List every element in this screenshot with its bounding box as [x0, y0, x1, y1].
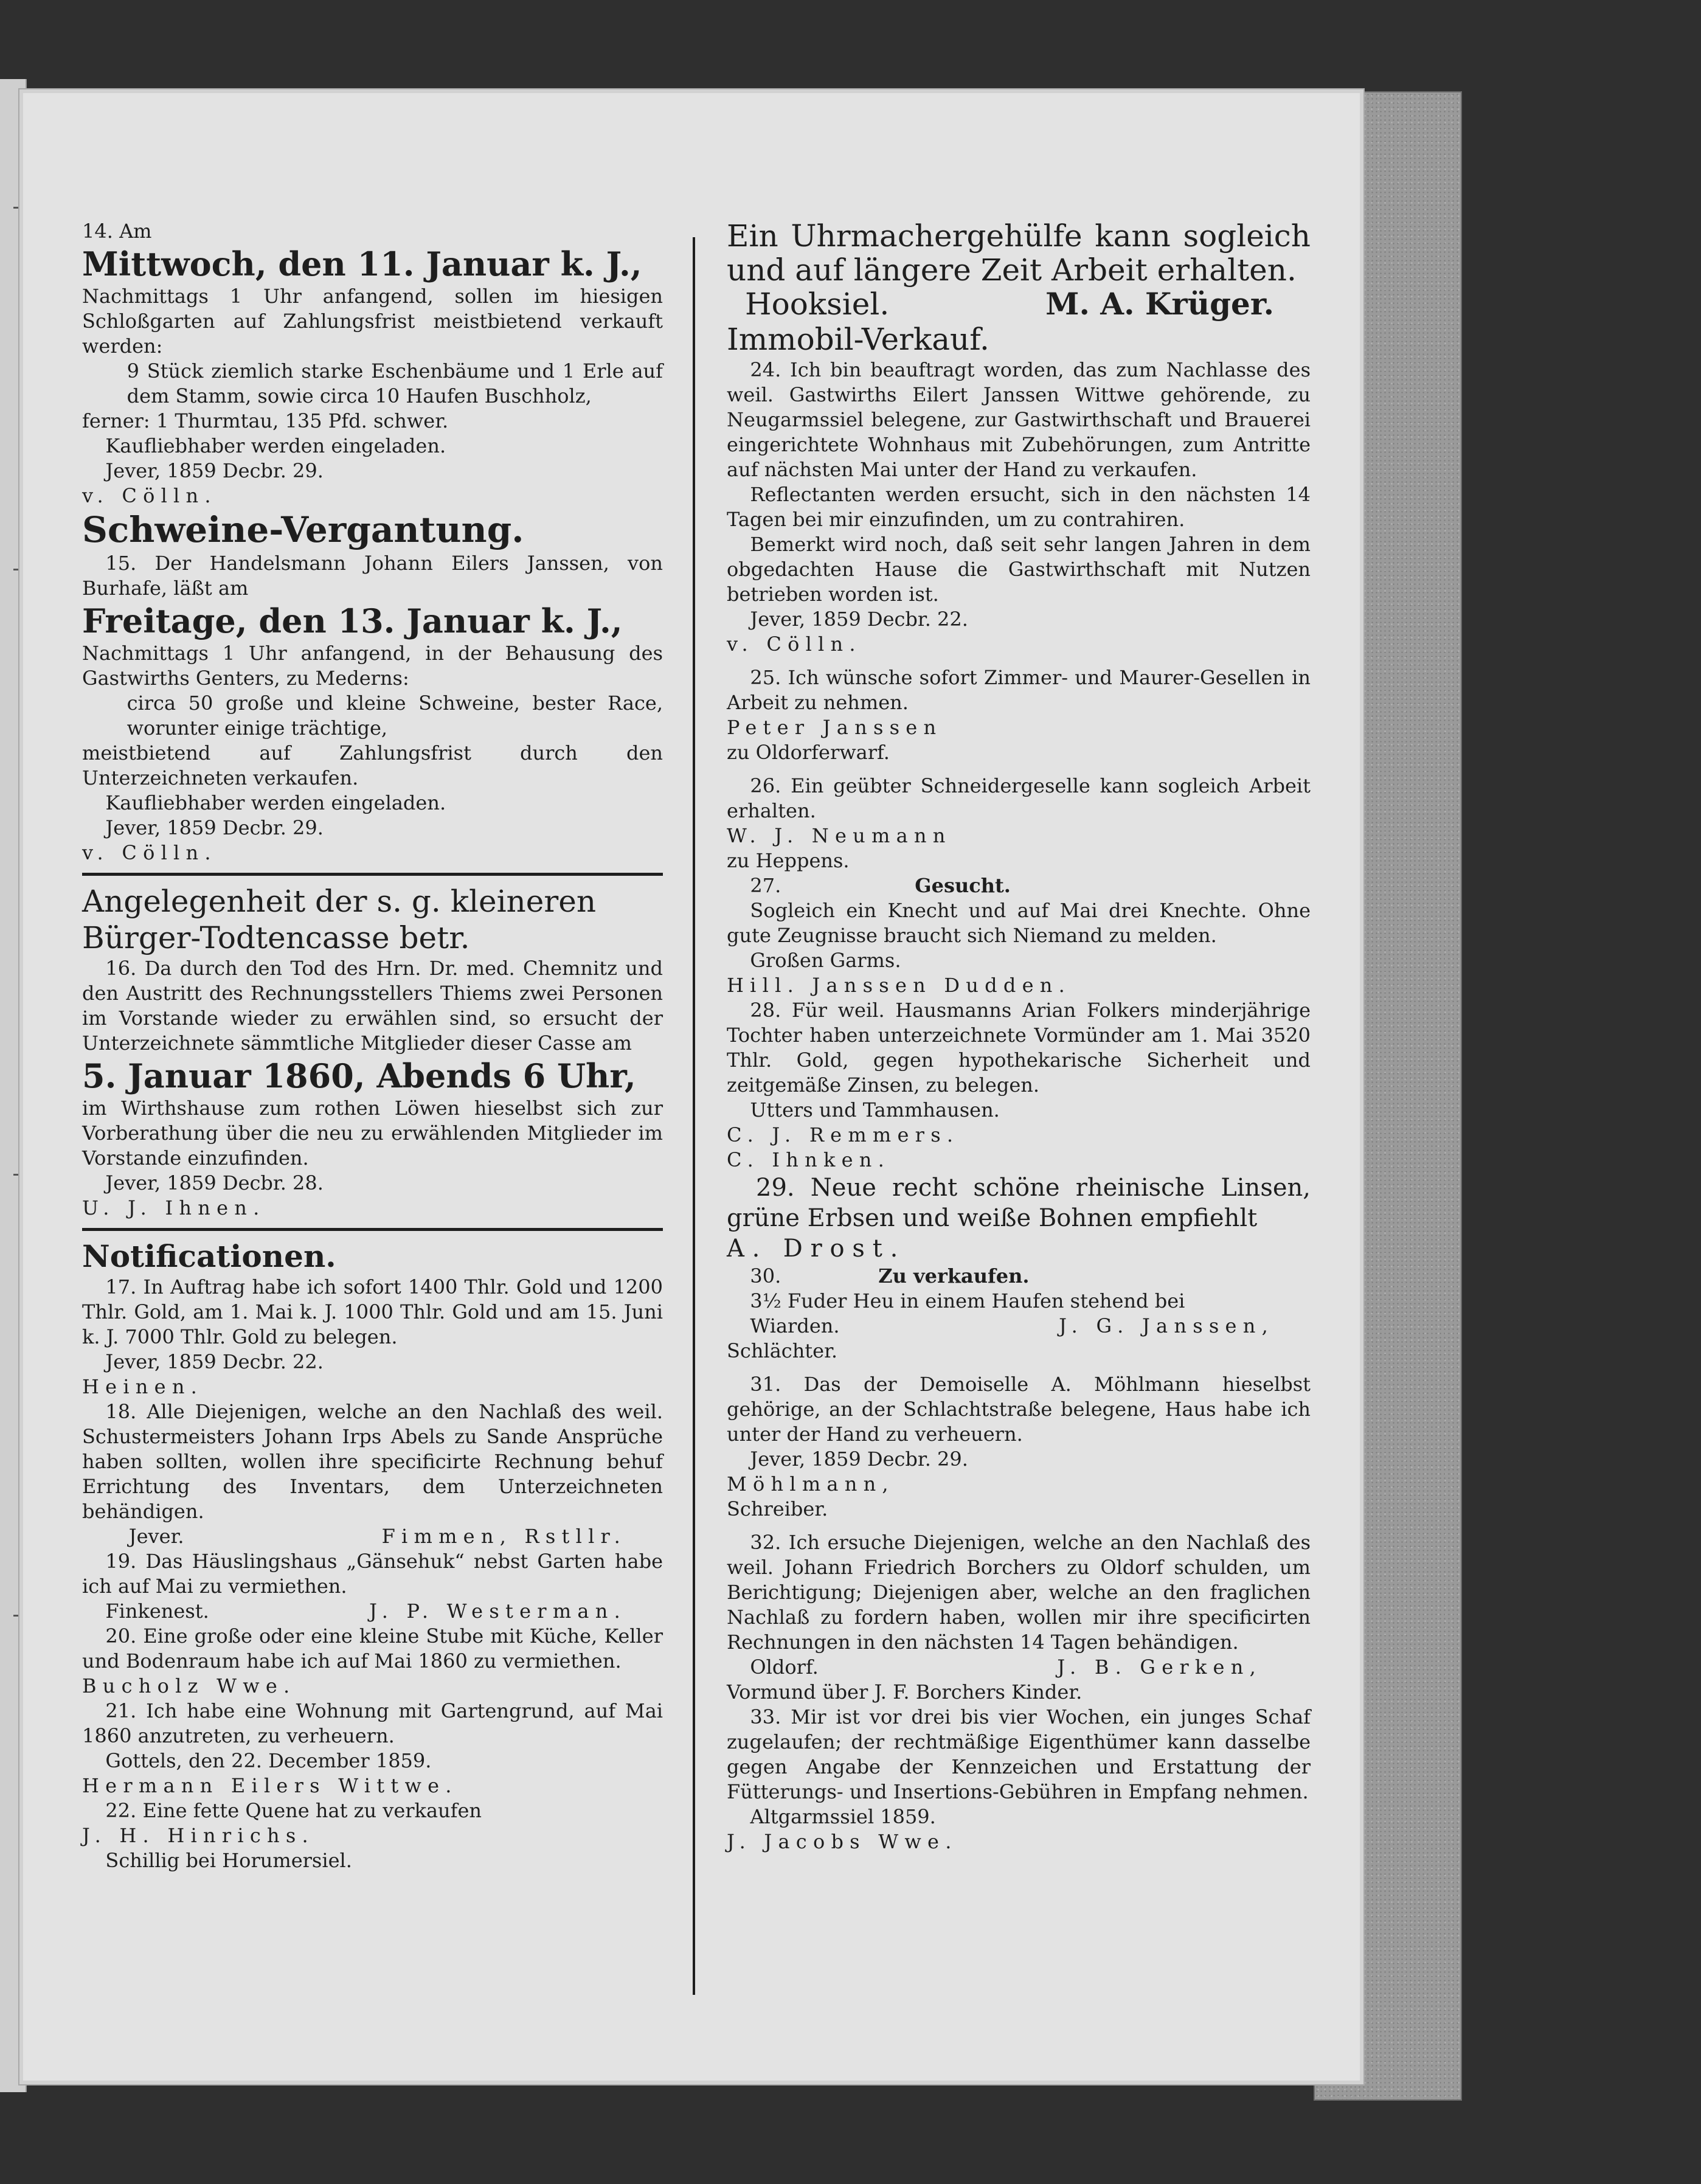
notice-text: 31. Das der Demoiselle A. Möhlmann hieselbst gehörige, an der Schlachtstraße belegene, Haus habe ich unter der Hand zu verheuern. — [727, 1373, 1311, 1446]
notice-29 — [727, 1173, 1311, 1264]
auction-date: Mittwoch, den 11. Januar k. J., — [82, 244, 642, 283]
notice-33 — [727, 1705, 1311, 1854]
notice-signature: Heinen. — [82, 1375, 204, 1398]
notice-text: 28. Für weil. Hausmanns Arian Folkers minderjährige Tochter haben unterzeichnete Vormünder am 1. Mai 3520 Thlr. Gold, gegen hypothekarische Sicherheit und zeitgemäße Zinsen, zu belegen. — [727, 999, 1311, 1097]
notice-place-date: Jever, 1859 Decbr. 29. — [105, 816, 324, 839]
notice-place: Schillig bei Horumersiel. — [105, 1849, 352, 1872]
notice-watchmaker — [727, 219, 1311, 321]
notice-text: 17. In Auftrag habe ich sofort 1400 Thlr. Gold und 1200 Thlr. Gold, am 1. Mai k. J. 1000 Thlr. Gold und am 15. Juni k. J. 7000 Thlr. Gold zu belegen. — [82, 1275, 663, 1348]
notice-heading: Angelegenheit der s. g. kleineren — [82, 884, 597, 919]
notice-signature: C. J. Remmers. — [727, 1123, 960, 1146]
notice-20 — [82, 1624, 663, 1699]
notice-signature: C. Ihnken. — [727, 1148, 891, 1171]
notice-text: Reflectanten werden ersucht, sich in den nächsten 14 Tagen bei mir einzufinden, um zu contrahiren. — [727, 483, 1311, 531]
notice-signature: Hermann Eilers Wittwe. — [82, 1774, 458, 1797]
notice-place-date: Jever, 1859 Decbr. 28. — [105, 1171, 324, 1194]
notice-signature: J. B. Gerken, — [1057, 1655, 1262, 1679]
notice-text: 25. Ich wünsche sofort Zimmer- und Maurer-Gesellen in Arbeit zu nehmen. — [727, 666, 1311, 714]
notice-heading: Gesucht. — [915, 874, 1011, 897]
notice-24 — [727, 358, 1311, 657]
notice-place: zu Heppens. — [727, 849, 850, 872]
notice-26 — [727, 774, 1311, 873]
notice-signer-role: Schreiber. — [727, 1497, 828, 1520]
notice-signature: J. Jacobs Wwe. — [727, 1830, 958, 1853]
notice-text: im Wirthshause zum rothen Löwen hieselbst sich zur Vorberathung über die neu zu erwählenden Mitglieder im Vorstande einzufinden. — [82, 1097, 663, 1170]
stitch-mark — [13, 1174, 18, 1176]
notice-text: 3½ Fuder Heu in einem Haufen stehend bei — [750, 1289, 1185, 1312]
notice-19 — [82, 1549, 663, 1624]
notice-signature: J. H. Hinrichs. — [82, 1824, 314, 1847]
notice-place-date: Jever, 1859 Decbr. 29. — [105, 459, 324, 482]
notice-28 — [727, 998, 1311, 1173]
notice-signature: v. Cölln. — [82, 841, 217, 864]
section-rule — [82, 1228, 663, 1231]
notice-signature: J. P. Westerman. — [369, 1600, 626, 1623]
notice-number: 27. — [750, 874, 781, 897]
notice-16 — [82, 883, 663, 1221]
notice-signature: Fimmen, Rstllr. — [381, 1525, 626, 1548]
notice-text: 29. Neue recht schöne rheinische Linsen, grüne Erbsen und weiße Bohnen empfiehlt — [727, 1174, 1311, 1232]
notice-31 — [727, 1372, 1311, 1522]
notice-17 — [82, 1275, 663, 1399]
notice-heading: Zu verkaufen. — [878, 1264, 1030, 1288]
notice-25 — [727, 665, 1311, 765]
notice-signature: Bucholz Wwe. — [82, 1674, 296, 1697]
notice-lead: 14. Am — [82, 220, 152, 243]
right-column — [727, 219, 1311, 1854]
notice-place: zu Oldorferwarf. — [727, 741, 890, 764]
notice-15 — [82, 508, 663, 865]
item-list: 9 Stück ziemlich starke Eschenbäume und 1 Erle auf dem Stamm, sowie circa 10 Haufen Buschholz, — [126, 359, 663, 407]
notice-heading: Schweine-Vergantung. — [82, 509, 524, 550]
notice-text: 19. Das Häuslingshaus „Gänsehuk“ nebst Garten habe ich auf Mai zu vermiethen. — [82, 1550, 663, 1598]
notice-place-date: Jever, 1859 Decbr. 22. — [105, 1350, 324, 1373]
notice-signature: v. Cölln. — [82, 484, 217, 507]
notice-text: 21. Ich habe eine Wohnung mit Gartengrund, auf Mai 1860 anzutreten, zu verheuern. — [82, 1699, 663, 1747]
notice-place: Hooksiel. — [745, 286, 890, 322]
notice-14 — [82, 219, 663, 508]
notice-22 — [82, 1798, 663, 1873]
notice-invite: Kaufliebhaber werden eingeladen. — [105, 434, 446, 457]
notice-signature: A. Drost. — [727, 1235, 906, 1263]
notice-place: Finkenest. — [105, 1600, 209, 1623]
notice-text: 16. Da durch den Tod des Hrn. Dr. med. Chemnitz und den Austritt des Rechnungsstellers Thiems zwei Personen im Vorstande wieder zu erwählen sind, so ersucht der Unterzeichnete sämmtliche Mitglieder dieser Casse am — [82, 957, 663, 1055]
notice-text: 26. Ein geübter Schneidergeselle kann sogleich Arbeit erhalten. — [727, 774, 1311, 822]
notice-place: Großen Garms. — [750, 949, 901, 972]
notice-signature: v. Cölln. — [727, 633, 862, 656]
notice-place-date: Altgarmssiel 1859. — [750, 1805, 936, 1828]
notice-signature: Hill. Janssen Dudden. — [727, 974, 1072, 997]
notice-32 — [727, 1530, 1311, 1705]
notice-number: 30. — [750, 1264, 781, 1288]
item-list: circa 50 große und kleine Schweine, bester Race, worunter einige trächtige, — [126, 692, 663, 740]
notice-heading: Immobil-Verkauf. — [727, 322, 989, 357]
notice-text: ferner: 1 Thurmtau, 135 Pfd. schwer. — [82, 409, 449, 432]
notice-signature: W. J. Neumann — [727, 824, 952, 847]
notice-place: Utters und Tammhausen. — [750, 1098, 1000, 1121]
notice-text: Nachmittags 1 Uhr anfangend, in der Behausung des Gastwirths Genters, zu Mederns: — [82, 642, 663, 690]
stitch-mark — [13, 1615, 18, 1617]
notice-signer-role: Vormund über J. F. Borchers Kinder. — [727, 1680, 1083, 1704]
notice-text: Nachmittags 1 Uhr anfangend, sollen im hiesigen Schloßgarten auf Zahlungsfrist meistbietend verkauft werden: — [82, 285, 663, 358]
notice-text: 33. Mir ist vor drei bis vier Wochen, ein junges Schaf zugelaufen; der rechtmäßige Eigenthümer kann dasselbe gegen Angabe der Kennzeichen und Erstattung der Fütterungs- und Insertions-Gebühren in Empfang nehmen. — [727, 1705, 1311, 1803]
notice-heading: Bürger-Todtencasse betr. — [82, 920, 470, 955]
notice-text: 22. Eine fette Quene hat zu verkaufen — [105, 1799, 482, 1822]
auction-date: Freitage, den 13. Januar k. J., — [82, 601, 623, 640]
column-divider — [693, 237, 695, 1995]
notice-place: Oldorf. — [750, 1655, 819, 1679]
notice-text: Ein Uhrmachergehülfe kann sogleich und auf längere Zeit Arbeit erhalten. — [727, 218, 1311, 288]
notice-place-date: Gottels, den 22. December 1859. — [105, 1749, 432, 1772]
notice-text: 32. Ich ersuche Diejenigen, welche an den Nachlaß des weil. Johann Friedrich Borchers zu Oldorf schulden, um Berichtigung; Diejenigen aber, welche an den fraglichen Nachlaß zu fordern haben, wollen mir ihre specificirten Rechnungen in den nächsten 14 Tagen behändigen. — [727, 1531, 1311, 1654]
notice-signature: Peter Janssen — [727, 716, 943, 739]
notice-signer-role: Schlächter. — [727, 1339, 838, 1362]
notice-text: 24. Ich bin beauftragt worden, das zum Nachlasse des weil. Gastwirths Eilert Janssen Wittwe gehörende, zu Neugarmssiel belegene, zur Gastwirthschaft und Brauerei eingerichtete Wohnhaus mit Zubehörungen, zum Antritte auf nächsten Mai unter der Hand zu verkaufen. — [727, 358, 1311, 481]
notice-signature: Möhlmann, — [727, 1472, 895, 1496]
notice-place-date: Jever, 1859 Decbr. 22. — [750, 608, 968, 631]
notice-text: 20. Eine große oder eine kleine Stube mit Küche, Keller und Bodenraum habe ich auf Mai 1860 zu vermiethen. — [82, 1624, 663, 1673]
notice-place: Jever. — [128, 1525, 184, 1548]
notice-30 — [727, 1264, 1311, 1364]
stitch-mark — [13, 569, 18, 570]
notice-text: meistbietend auf Zahlungsfrist durch den Unterzeichneten verkaufen. — [82, 741, 663, 789]
notice-27 — [727, 873, 1311, 998]
notice-text: Bemerkt wird noch, daß seit sehr langen Jahren in dem obgedachten Hause die Gastwirthschaft mit Nutzen betrieben worden ist. — [727, 533, 1311, 606]
notice-18 — [82, 1399, 663, 1549]
meeting-date: 5. Januar 1860, Abends 6 Uhr, — [82, 1056, 636, 1095]
left-column — [82, 219, 663, 1873]
notice-signature: U. J. Ihnen. — [82, 1196, 266, 1219]
notifications-heading: Notificationen. — [82, 1238, 336, 1274]
notice-text: 15. Der Handelsmann Johann Eilers Janssen, von Burhafe, läßt am — [82, 552, 663, 600]
notice-text: Sogleich ein Knecht und auf Mai drei Knechte. Ohne gute Zeugnisse braucht sich Niemand zu melden. — [727, 899, 1311, 947]
notice-place: Wiarden. — [750, 1314, 840, 1337]
notice-text: 18. Alle Diejenigen, welche an den Nachlaß des weil. Schustermeisters Johann Irps Abels zu Sande Ansprüche haben sollten, wollen ihre specificirte Rechnung behuf Errichtung des Inventars, dem Unterzeichneten behändigen. — [82, 1400, 663, 1523]
notice-21 — [82, 1699, 663, 1798]
notice-signature: M. A. Krüger. — [1045, 286, 1274, 322]
notice-signature: J. G. Janssen, — [1059, 1314, 1274, 1337]
notice-place-date: Jever, 1859 Decbr. 29. — [750, 1447, 968, 1471]
stitch-mark — [13, 207, 18, 209]
section-rule — [82, 873, 663, 876]
notice-invite: Kaufliebhaber werden eingeladen. — [105, 791, 446, 814]
